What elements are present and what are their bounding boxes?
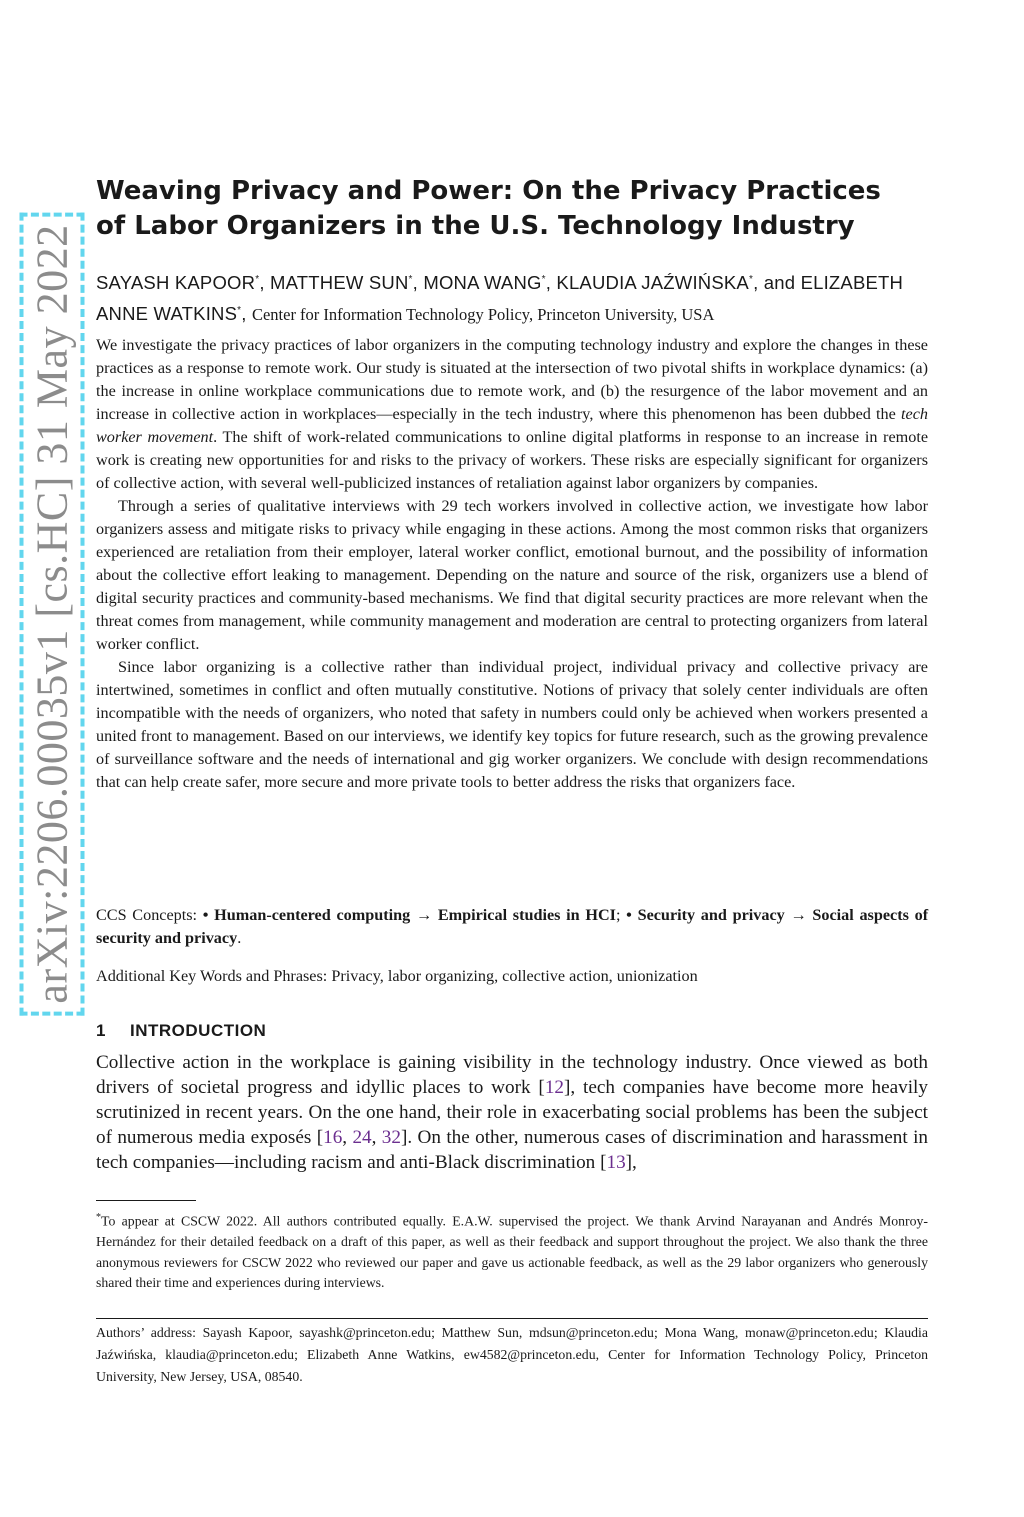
keywords	[96, 965, 928, 988]
section-heading-introduction	[96, 1021, 266, 1041]
ccs-bullet: •	[626, 906, 632, 924]
ccs-label: CCS Concepts:	[96, 906, 198, 924]
footnote-divider	[96, 1200, 196, 1201]
abstract-paragraph-1	[96, 334, 928, 495]
ccs-concept-main: Human-centered computing	[214, 906, 411, 924]
citation-link[interactable]: 32	[381, 1127, 401, 1148]
abstract-paragraph-3: Since labor organizing is a collective rather than individual project, individual privacy and collective privacy are intertwined, sometimes in conflict and often mutually constitutive. Notions of privacy that solely center individuals are often incompatible with the needs of organizers, who noted that safety in numbers could only be achieved when workers presented a united front to management. Based on our interviews, we identify key topics for future research, such as the growing prevalence of surveillance software and the needs of international and gig worker organizers. We conclude with design recommendations that can help create safer, more secure and more private tools to better address the risks that organizers face.	[96, 658, 928, 791]
ccs-bullet: •	[202, 906, 209, 924]
ccs-concepts: CCS Concepts: • Human-centered computing → Empirical studies in HCI; • Security and privacy → Social aspects of security and privacy.	[96, 906, 929, 947]
section-number: 1	[96, 1021, 106, 1040]
citation-link[interactable]: 16	[323, 1127, 343, 1148]
address-divider	[96, 1318, 928, 1319]
footnote-marker: *	[96, 1212, 101, 1223]
author-marker: *	[541, 274, 546, 285]
author-list: SAYASH KAPOOR*, MATTHEW SUN*, MONA WANG*, KLAUDIA JAŹWIŃSKA*, and ELIZABETH ANNE WATKINS*, Center for Information Technology Policy, Princeton University, USA	[96, 272, 904, 325]
abstract-text: We investigate the privacy practices of labor organizers in the computing technology industry and explore the changes in these practices as a response to remote work. Our study is situated at the intersection of two pivotal shifts in workplace dynamics: (a) the increase in online workplace communications due to remote work, and (b) the resurgence of the labor movement and an increase in collective action in workplaces—especially in the tech industry, where this phenomenon has been dubbed the	[96, 336, 928, 423]
intro-text: ]. On the other, numerous cases of discrimination and harassment in tech companies—including racism and anti-Black discrimination [	[96, 1127, 928, 1173]
keywords-label: Additional Key Words and Phrases:	[96, 967, 328, 985]
abstract-text: . The shift of work-related communications to online digital platforms in response to an increase in remote work is creating new opportunities for and risks to the privacy of workers. These risks are especially significant for organizers of collective action, with several well-publicized instances of retaliation against labor organizers by companies.	[96, 428, 929, 492]
ccs-arrow: →	[415, 906, 433, 924]
arxiv-sidebar-stamp	[22, 224, 82, 1004]
ccs-concept-sub: Social aspects of security and privacy	[96, 906, 929, 947]
footnote	[96, 1208, 928, 1294]
arxiv-date: 31 May 2022	[27, 224, 77, 465]
citation-link[interactable]: 12	[544, 1077, 564, 1098]
authors-address: Authors’ address: Sayash Kapoor, sayashk@princeton.edu; Matthew Sun, mdsun@princeton.edu; Mona Wang, monaw@princeton.edu; Klaudia Jaźwińska, klaudia@princeton.edu; Elizabeth Anne Watkins, ew4582@princeton.edu, Center for Information Technology Policy, Princeton University, New Jersey, USA, 08540.	[96, 1325, 928, 1384]
author-marker: *	[255, 274, 260, 285]
intro-text: ],	[625, 1152, 637, 1173]
citation-link[interactable]: 13	[606, 1152, 626, 1173]
author-name: KLAUDIA JAŹWIŃSKA	[556, 272, 749, 294]
ccs-concept-sub: Empirical studies in HCI	[437, 906, 616, 924]
section-title: INTRODUCTION	[130, 1021, 267, 1040]
author-marker: *	[748, 274, 754, 285]
author-name: MATTHEW SUN	[270, 272, 409, 294]
arxiv-category: [cs.HC]	[27, 476, 77, 618]
keywords-text: Privacy, labor organizing, collective action, unionization	[331, 967, 698, 985]
author-name: ELIZABETH ANNE WATKINS	[96, 272, 904, 325]
abstract-paragraph-2: Through a series of qualitative interviews with 29 tech workers involved in collective action, we investigate how labor organizers assess and mitigate risks to privacy while engaging in these actions. Among the most common risks that organizers experienced are retaliation from their employer, lateral worker conflict, emotional burnout, and the possibility of information about the collective effort leaking to management. Depending on the nature and source of the risk, organizers use a blend of digital security practices and community-based mechanisms. We find that digital security practices are more relevant when the threat comes from management, while community management and moderation are central to protecting organizers from lateral worker conflict.	[96, 497, 928, 653]
author-conjunction: and	[763, 272, 796, 294]
author-affiliation: Center for Information Technology Policy, Princeton University, USA	[251, 305, 715, 325]
footnote-text: To appear at CSCW 2022. All authors contributed equally. E.A.W. supervised the project. We thank Arvind Narayanan and Andrés Monroy-Hernández for their detailed feedback on a draft of this paper, as well as their feedback and support throughout the project. We also thank the three anonymous reviewers for CSCW 2022 who reviewed our paper and gave us actionable feedback, as well as the 29 labor organizers who generously shared their time and experiences during interviews.	[96, 1213, 928, 1291]
intro-text: ], tech companies have become more heavily scrutinized in recent years. On the one hand, their role in exacerbating social problems has been the subject of numerous media exposés [	[96, 1077, 928, 1148]
arxiv-id: arXiv:2206.00035v1	[27, 629, 77, 1004]
citation-link[interactable]: 24	[352, 1127, 372, 1148]
paper-title: Weaving Privacy and Power: On the Privacy Practices of Labor Organizers in the U.S. Technology Industry	[96, 176, 881, 241]
author-name: MONA WANG	[423, 272, 542, 294]
introduction-paragraph: Collective action in the workplace is gaining visibility in the technology industry. Once viewed as both drivers of societal progress and idyllic places to work [12], tech companies have become more heavily scrutinized in recent years. On the one hand, their role in exacerbating social problems has been the subject of numerous media exposés [16, 24, 32]. On the other, numerous cases of discrimination and harassment in tech companies—including racism and anti-Black discrimination [13],	[96, 1052, 928, 1173]
intro-text: Collective action in the workplace is gaining visibility in the technology industry. Once viewed as both drivers of societal progress and idyllic places to work [	[96, 1052, 928, 1098]
abstract	[96, 334, 928, 794]
ccs-concept-main: Security and privacy	[637, 906, 785, 924]
author-marker: *	[237, 305, 242, 317]
author-name: SAYASH KAPOOR	[96, 272, 256, 294]
abstract-emphasis: tech worker movement	[96, 405, 928, 446]
ccs-arrow: →	[790, 906, 807, 924]
author-marker: *	[408, 274, 413, 285]
arxiv-stamp-text	[20, 212, 85, 1015]
